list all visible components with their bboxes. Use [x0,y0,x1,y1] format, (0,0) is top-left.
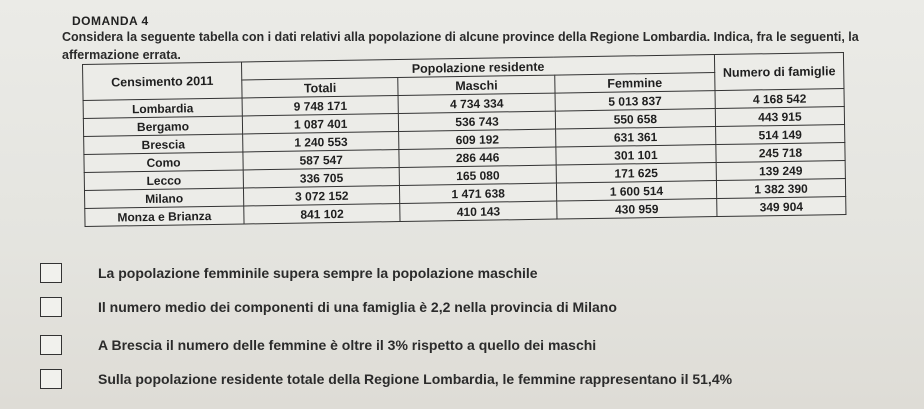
province-name: Lombardia [83,98,242,118]
question-title: DOMANDA 4 [72,14,149,28]
checkbox[interactable] [40,263,62,283]
cell-famiglie: 139 249 [716,161,845,181]
option-text: Sulla popolazione residente totale della Regione Lombardia, le femmine rappresentano il 51,4% [98,371,733,387]
population-table [82,52,846,227]
answer-option[interactable] [40,368,732,390]
cell-totali: 1 087 401 [242,114,399,134]
cell-famiglie: 1 382 390 [716,179,845,199]
cell-totali: 587 547 [243,150,400,170]
province-name: Bergamo [83,116,242,136]
cell-famiglie: 443 915 [715,107,844,127]
option-text: La popolazione femminile supera sempre la popolazione maschile [98,265,538,281]
header-totali: Totali [242,78,399,98]
cell-femmine: 171 625 [556,163,716,184]
cell-totali: 1 240 553 [243,132,400,152]
cell-femmine: 301 101 [556,145,716,166]
option-text: A Brescia il numero delle femmine è oltre il 3% rispetto a quello dei maschi [98,337,597,353]
question-text: Considera la seguente tabella con i dati relativi alla popolazione di alcune province della Regione Lombardia. Indica, fra le seguenti, la affermazione errata. [62,30,859,62]
option-text: Il numero medio dei componenti di una famiglia è 2,2 nella provincia di Milano [98,299,617,315]
cell-femmine: 1 600 514 [556,181,716,202]
province-name: Como [84,152,243,172]
cell-maschi: 1 471 638 [400,183,557,203]
answer-option[interactable] [40,262,538,284]
cell-totali: 3 072 152 [243,186,400,206]
cell-totali: 336 705 [243,168,400,188]
cell-famiglie: 349 904 [717,197,846,217]
cell-maschi: 410 143 [400,201,557,221]
cell-femmine: 550 658 [555,109,715,130]
checkbox[interactable] [40,369,62,389]
province-name: Milano [84,188,243,208]
cell-maschi: 536 743 [399,111,556,131]
cell-totali: 9 748 171 [242,96,399,116]
checkbox[interactable] [40,297,62,317]
cell-famiglie: 514 149 [716,125,845,145]
cell-femmine: 631 361 [555,127,715,148]
answer-option[interactable] [40,334,596,356]
cell-femmine: 5 013 837 [555,91,715,112]
header-censimento: Censimento 2011 [83,62,243,100]
cell-maschi: 609 192 [399,129,556,149]
province-name: Monza e Brianza [85,206,244,226]
checkbox[interactable] [40,335,62,355]
cell-totali: 841 102 [244,204,401,224]
header-famiglie: Numero di famiglie [714,53,844,91]
cell-famiglie: 245 718 [716,143,845,163]
cell-maschi: 4 734 334 [398,93,555,113]
header-popolazione: Popolazione residente [241,55,714,80]
header-maschi: Maschi [398,75,555,95]
answer-option[interactable] [40,296,617,318]
cell-femmine: 430 959 [557,199,717,220]
province-name: Brescia [84,134,243,154]
header-femmine: Femmine [555,73,715,94]
province-name: Lecco [84,170,243,190]
cell-maschi: 165 080 [400,165,557,185]
cell-famiglie: 4 168 542 [715,89,844,109]
cell-maschi: 286 446 [399,147,556,167]
